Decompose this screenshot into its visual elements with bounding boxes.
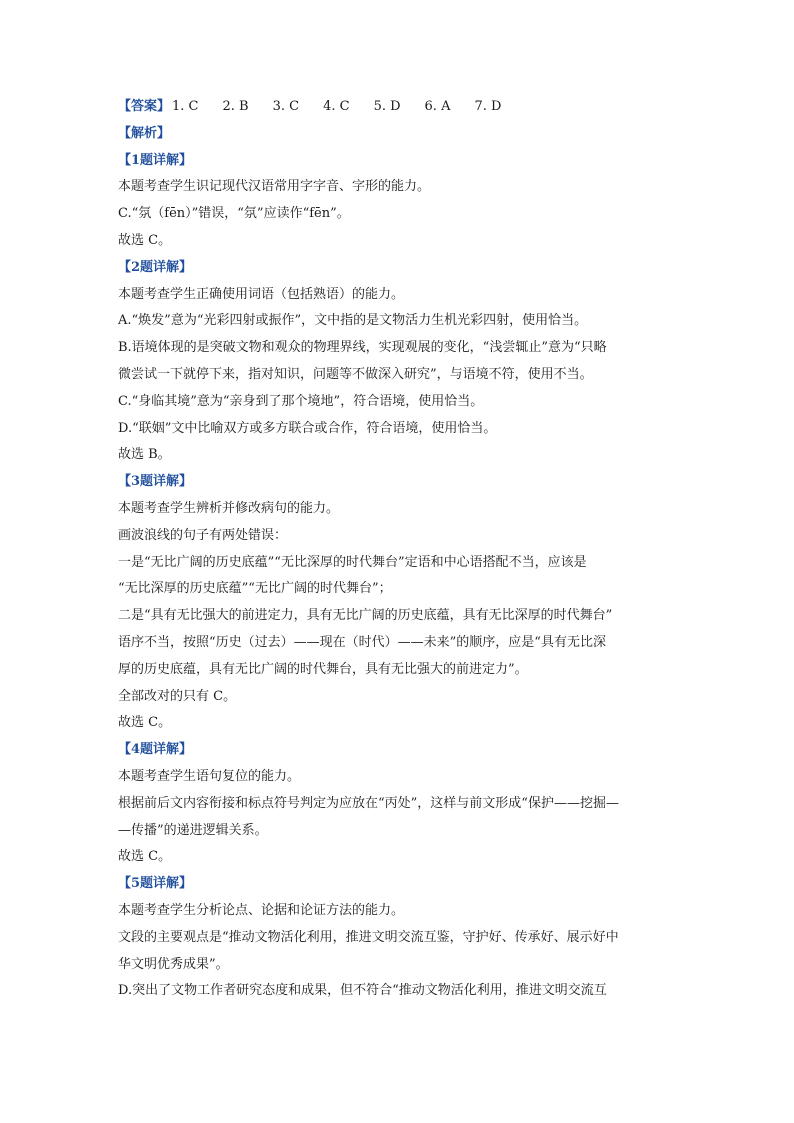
text-line: 根据前后文内容衔接和标点符号判定为应放在“丙处”，这样与前文形成“保护——挖掘— xyxy=(118,795,619,811)
text-line: 故选 B。 xyxy=(118,447,171,463)
text-line: 文段的主要观点是“推动文物活化利用，推进文明交流互鉴，守护好、传承好、展示好中 xyxy=(118,929,619,945)
text-line: C.“身临其境”意为“亲身到了那个境地”，符合语境，使用恰当。 xyxy=(118,393,484,409)
answer-items xyxy=(172,99,501,114)
text-line: —传播”的递进逻辑关系。 xyxy=(118,822,268,838)
text-line: D.“联姻”文中比喻双方或多方联合或合作，符合语境，使用恰当。 xyxy=(118,420,497,436)
analysis-body xyxy=(118,148,678,1006)
section-heading: 【2题详解】 xyxy=(118,259,193,275)
answer-item: 1. C xyxy=(172,99,199,114)
answer-item: 3. C xyxy=(272,99,300,114)
text-line: 微尝试一下就停下来，指对知识，问题等不做深入研究”，与语境不符，使用不当。 xyxy=(118,366,593,382)
answer-item: 4. C xyxy=(323,99,350,114)
text-line: 全部改对的只有 C。 xyxy=(118,688,237,704)
answer-line xyxy=(118,94,678,121)
text-line: 故选 C。 xyxy=(118,232,172,248)
text-line: 华文明优秀成果”。 xyxy=(118,956,229,972)
text-line: 故选 C。 xyxy=(118,849,172,865)
section-heading: 【3题详解】 xyxy=(118,474,193,490)
section-heading: 【4题详解】 xyxy=(118,742,193,758)
text-line: 本题考查学生辨析并修改病句的能力。 xyxy=(118,500,340,516)
text-line: 厚的历史底蕴，具有无比广阔的时代舞台，具有无比强大的前进定力”。 xyxy=(118,661,528,677)
text-line: A.“焕发”意为“光彩四射或振作”，文中指的是文物活力生机光彩四射，使用恰当。 xyxy=(118,313,588,329)
answer-item: 7. D xyxy=(474,99,502,114)
analysis-label: 【解析】 xyxy=(118,125,171,141)
text-line: “无比深厚的历史底蕴”“无比广阔的时代舞台”； xyxy=(118,581,392,597)
answer-label: 【答案】 xyxy=(118,99,171,114)
text-line: 一是“无比广阔的历史底蕴”“无比深厚的时代舞台”定语和中心语搭配不当，应该是 xyxy=(118,554,587,570)
text-line: 本题考查学生识记现代汉语常用字字音、字形的能力。 xyxy=(118,179,431,195)
text-line: D.突出了文物工作者研究态度和成果，但不符合“推动文物活化利用，推进文明交流互 xyxy=(118,983,607,999)
text-line: 语序不当，按照“历史（过去）——现在（时代）——未来”的顺序，应是“具有无比深 xyxy=(118,634,606,650)
text-line: B.语境体现的是突破文物和观众的物理界线，实现观展的变化，“浅尝辄止”意为“只略 xyxy=(118,340,607,356)
text-line: 本题考查学生分析论点、论据和论证方法的能力。 xyxy=(118,902,405,918)
text-line: 本题考查学生正确使用词语（包括熟语）的能力。 xyxy=(118,286,405,302)
answer-item: 6. A xyxy=(424,99,451,114)
text-line: 二是“具有无比强大的前进定力，具有无比广阔的历史底蕴，具有无比深厚的时代舞台” xyxy=(118,608,613,624)
section-heading: 【1题详解】 xyxy=(118,152,193,168)
answer-item: 2. B xyxy=(222,99,249,114)
text-line: 画波浪线的句子有两处错误： xyxy=(118,527,288,543)
section-heading: 【5题详解】 xyxy=(118,876,193,892)
document-page xyxy=(118,94,678,1005)
text-line: 故选 C。 xyxy=(118,715,172,731)
text-line: 本题考查学生语句复位的能力。 xyxy=(118,768,301,784)
answer-item: 5. D xyxy=(373,99,401,114)
text-line: C.“氛（fēn）”错误，“氛”应读作“fēn”。 xyxy=(118,206,350,222)
